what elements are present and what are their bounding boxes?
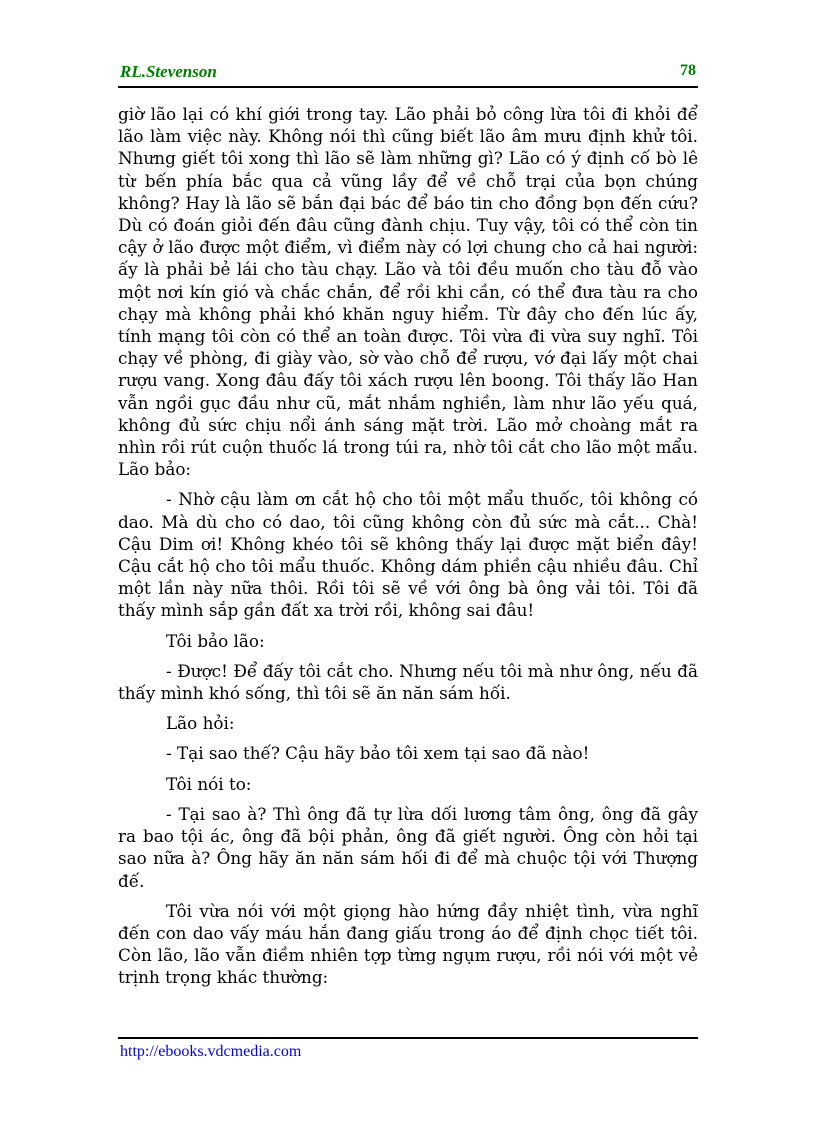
paragraph: Tôi nói to:: [166, 773, 252, 794]
page-header: [118, 60, 698, 86]
paragraph: - Được! Để đấy tôi cắt cho. Nhưng nếu tôi mà như ông, nếu đã thấy mình khó sống, thì tôi sẽ ăn năn sám hối.: [118, 660, 698, 704]
header-divider: [118, 86, 698, 88]
paragraph: giờ lão lại có khí giới trong tay. Lão phải bỏ công lừa tôi đi khỏi để lão làm việc này. Không nói thì cũng biết lão âm mưu định khử tôi. Nhưng giết tôi xong thì lão sẽ làm những gì? Lão có ý định cố bò lê từ bến phía bắc qua cả vũng lầy để về chỗ trại của bọn chúng không? Hay là lão sẽ bắn đại bác để báo tin cho đồng bọn đến cứu? Dù có đoán giỏi đến đâu cũng đành chịu. Tuy vậy, tôi có thể còn tin cậy ở lão được một điểm, vì điểm này có lợi chung cho cả hai người: ấy là phải bẻ lái cho tàu chạy. Lão và tôi đều muốn cho tàu đỗ vào một nơi kín gió và chắc chắn, để rồi khi cần, có thể đưa tàu ra cho chạy mà không phải khó khăn nguy hiểm. Từ đây cho đến lúc ấy, tính mạng tôi còn có thể an toàn được. Tôi vừa đi vừa suy nghĩ. Tôi chạy về phòng, đi giày vào, sờ vào chỗ để rượu, vớ đại lấy một chai rượu vang. Xong đâu đấy tôi xách rượu lên boong. Tôi thấy lão Han vẫn ngồi gục đầu như cũ, mắt nhắm nghiền, làm như lão yếu quá, không đủ sức chịu nổi ánh sáng mặt trời. Lão mở choàng mắt ra nhìn rồi rút cuộn thuốc lá trong túi ra, nhờ tôi cắt cho lão một mẩu. Lão bảo:: [118, 104, 698, 480]
paragraph: Tôi vừa nói với một giọng hào hứng đầy nhiệt tình, vừa nghĩ đến con dao vấy máu hắn đang giấu trong áo để định chọc tiết tôi. Còn lão, lão vẫn điềm nhiên tợp từng ngụm rượu, rồi nói với một vẻ trịnh trọng khác thường:: [118, 900, 698, 988]
paragraph: - Nhờ cậu làm ơn cắt hộ cho tôi một mẩu thuốc, tôi không có dao. Mà dù cho có dao, tôi cũng không còn đủ sức mà cắt... Chà! Cậu Dim ơi! Không khéo tôi sẽ không thấy lại được mặt biển đây! Cậu cắt hộ cho tôi mẩu thuốc. Không dám phiền cậu nhiều đâu. Chỉ một lần này nữa thôi. Rồi tôi sẽ về với ông bà ông vải tôi. Tôi đã thấy mình sắp gần đất xa trời rồi, không sai đâu!: [118, 489, 698, 621]
paragraph: Tôi bảo lão:: [166, 630, 265, 651]
page-number: 78: [680, 62, 696, 79]
header-author: RL.Stevenson: [120, 62, 217, 81]
paragraph: - Tại sao à? Thì ông đã tự lừa dối lương tâm ông, ông đã gây ra bao tội ác, ông đã bội phản, ông đã giết người. Ông còn hỏi tại sao nữa à? Ông hãy ăn năn sám hối đi để mà chuộc tội với Thượng đế.: [118, 803, 698, 891]
footer-url-link[interactable]: http://ebooks.vdcmedia.com: [120, 1043, 302, 1060]
footer-divider: [118, 1037, 698, 1039]
paragraph: Lão hỏi:: [166, 713, 235, 734]
paragraph: - Tại sao thế? Cậu hãy bảo tôi xem tại sao đã nào!: [166, 743, 590, 764]
page-body: [118, 103, 698, 997]
